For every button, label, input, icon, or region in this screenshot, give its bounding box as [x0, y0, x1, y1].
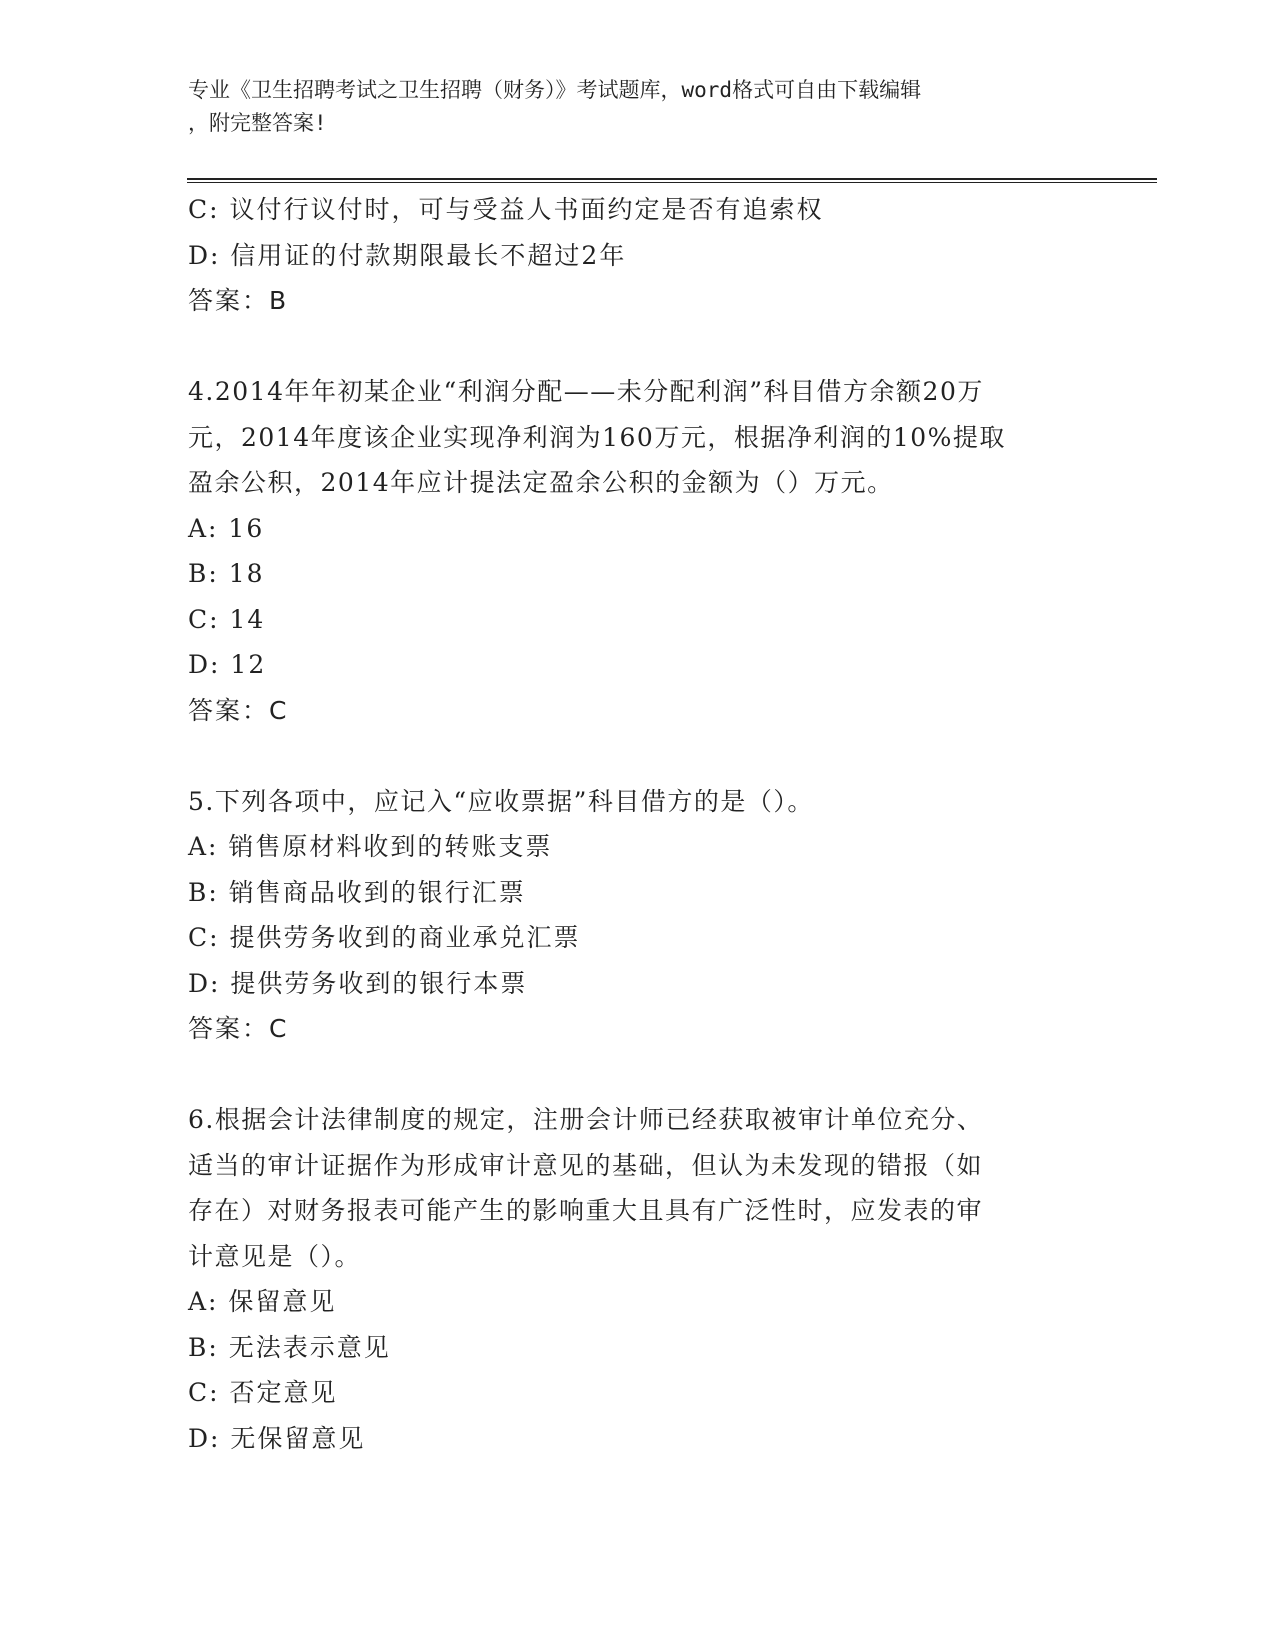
question-text: 计意见是（）。 — [188, 1241, 362, 1271]
question-text: 4.2014年年初某企业“利润分配——未分配利润”科目借方余额20万 — [188, 377, 984, 406]
page-header — [188, 74, 1088, 140]
option-d: D: 无保留意见 — [188, 1423, 366, 1453]
question-text: 元，2014年度该企业实现净利润为160万元，根据净利润的10%提取 — [188, 422, 1006, 452]
document-body — [188, 187, 1088, 1461]
question-5 — [188, 779, 1088, 1052]
header-line-1: 专业《卫生招聘考试之卫生招聘（财务）》考试题库，word格式可自由下载编辑 — [188, 78, 922, 102]
option-d: D: 12 — [188, 650, 267, 679]
option-c: C: 否定意见 — [188, 1378, 338, 1407]
option-c: C: 14 — [188, 604, 266, 634]
option-b: B: 18 — [188, 559, 265, 588]
question-text: 5.下列各项中，应记入“应收票据”科目借方的是（）。 — [188, 786, 814, 816]
answer: 答案：C — [188, 1014, 289, 1043]
question-text: 6.根据会计法律制度的规定，注册会计师已经获取被审计单位充分、 — [188, 1105, 984, 1134]
header-line-2: ，附完整答案! — [188, 111, 327, 135]
question-text: 适当的审计证据作为形成审计意见的基础，但认为未发现的错报（如 — [188, 1150, 984, 1180]
option-d: D: 提供劳务收到的银行本票 — [188, 968, 528, 998]
header-rule-thick — [187, 178, 1157, 180]
question-text: 盈余公积，2014年应计提法定盈余公积的金额为（）万元。 — [188, 468, 894, 497]
option-c: C: 提供劳务收到的商业承兑汇票 — [188, 923, 581, 952]
answer: 答案：C — [188, 695, 289, 725]
option-d: D: 信用证的付款期限最长不超过2年 — [188, 240, 627, 270]
option-c: C: 议付行议付时，可与受益人书面约定是否有追索权 — [188, 195, 824, 224]
option-a: A: 销售原材料收到的转账支票 — [188, 832, 553, 861]
question-4 — [188, 369, 1088, 733]
question-6 — [188, 1097, 1088, 1461]
header-rule-thin — [187, 182, 1157, 183]
option-a: A: 16 — [188, 513, 265, 543]
option-b: B: 销售商品收到的银行汇票 — [188, 877, 526, 907]
answer: 答案：B — [188, 286, 289, 315]
option-a: A: 保留意见 — [188, 1287, 337, 1316]
question-text: 存在）对财务报表可能产生的影响重大且具有广泛性时，应发表的审 — [188, 1196, 984, 1225]
option-b: B: 无法表示意见 — [188, 1332, 391, 1362]
